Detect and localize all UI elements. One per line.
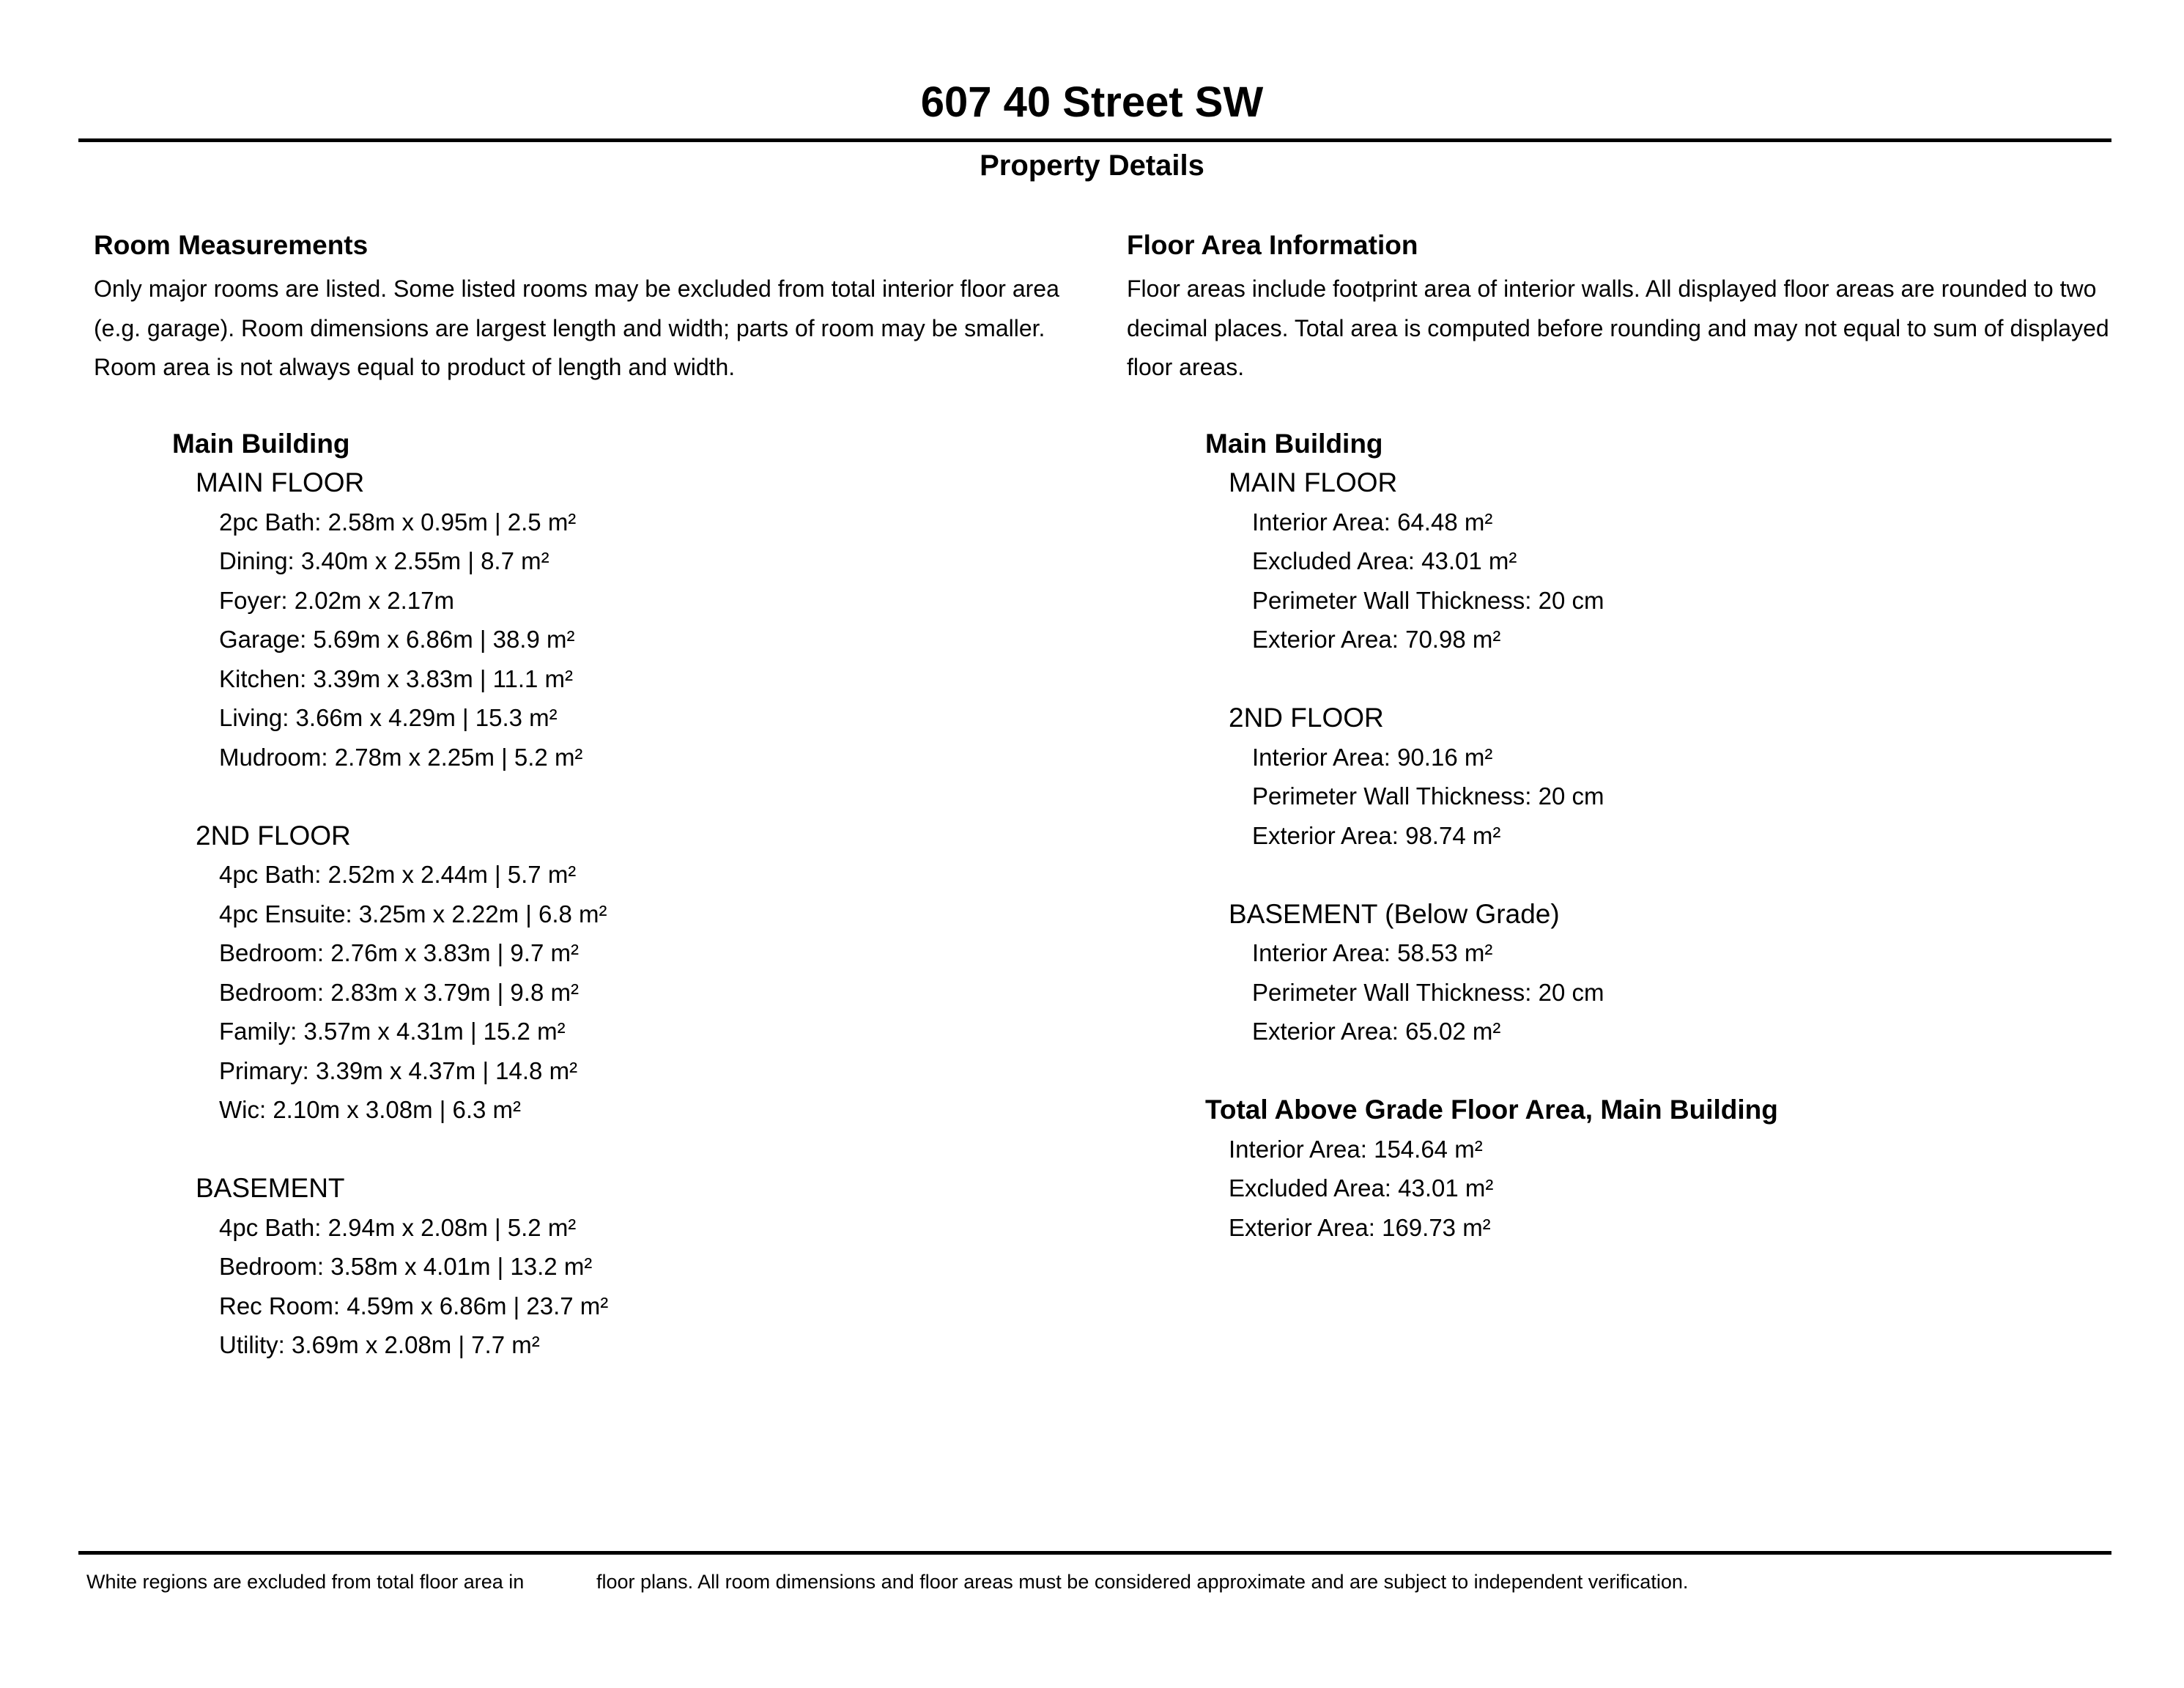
floor-basement [196,1169,1112,1365]
spacer [94,1130,1112,1169]
floor-area-description: Floor areas include footprint area of interior walls. All displayed floor areas are rounded to two decimal places. Total area is computed before rounding and may not equal to sum of displayed floor areas. [1127,275,2109,380]
area-floor-main [1229,463,2123,659]
area-item: Interior Area: 90.16 m² [1252,743,1493,771]
area-item: Interior Area: 58.53 m² [1252,939,1493,966]
area-item: Interior Area: 64.48 m² [1252,508,1493,536]
room-item: Family: 3.57m x 4.31m | 15.2 m² [219,1018,566,1045]
area-floor-second [1229,698,2123,855]
room-item: Foyer: 2.02m x 2.17m [219,586,454,614]
spacer [1127,855,2123,895]
area-list [1252,933,2123,1051]
totals-heading: Total Above Grade Floor Area, Main Building [1205,1095,1778,1125]
spacer [1127,659,2123,699]
floor-name: 2ND FLOOR [1229,703,1384,733]
area-list [1252,503,2123,659]
area-item: Perimeter Wall Thickness: 20 cm [1252,978,1604,1006]
footer-divider [78,1551,2111,1555]
spacer [94,777,1112,816]
room-measurements-heading: Room Measurements [94,230,369,260]
total-item: Exterior Area: 169.73 m² [1229,1213,1491,1241]
room-item: Bedroom: 2.76m x 3.83m | 9.7 m² [219,939,579,966]
room-item: Mudroom: 2.78m x 2.25m | 5.2 m² [219,743,583,771]
spacer [1127,1051,2123,1091]
building-heading: Main Building [1205,428,1383,459]
room-item: 2pc Bath: 2.58m x 0.95m | 2.5 m² [219,508,577,536]
floor-name: MAIN FLOOR [196,467,365,497]
footer-note-part2: floor plans. All room dimensions and floor areas must be considered approximate and are subject to independent verification. [596,1571,1689,1593]
building-heading: Main Building [172,428,350,459]
totals-list [1229,1130,2123,1248]
floor-area-section [1127,227,2123,1247]
area-item: Perimeter Wall Thickness: 20 cm [1252,782,1604,810]
floor-name: BASEMENT (Below Grade) [1229,898,1560,929]
room-item: Wic: 2.10m x 3.08m | 6.3 m² [219,1096,522,1123]
room-item: Kitchen: 3.39m x 3.83m | 11.1 m² [219,665,574,692]
page-title: 607 40 Street SW [920,78,1264,126]
room-item: Bedroom: 3.58m x 4.01m | 13.2 m² [219,1253,593,1280]
total-item: Excluded Area: 43.01 m² [1229,1174,1494,1202]
room-item: 4pc Bath: 2.52m x 2.44m | 5.7 m² [219,861,577,888]
floor-main [196,463,1112,777]
area-item: Exterior Area: 70.98 m² [1252,626,1501,653]
room-measurements-section [94,227,1112,1365]
footer-note-part1: White regions are excluded from total floor area in [86,1571,525,1593]
room-measurements-description: Only major rooms are listed. Some listed rooms may be excluded from total interior floor area (e.g. garage). Room dimensions are largest length and width; parts of room may be smaller. Room area is not always equal to product of length and width. [94,275,1059,380]
room-item: Rec Room: 4.59m x 6.86m | 23.7 m² [219,1292,609,1319]
page-subtitle: Property Details [980,149,1204,182]
floor-name: 2ND FLOOR [196,820,351,851]
floor-area-heading: Floor Area Information [1127,230,1418,260]
room-item: Garage: 5.69m x 6.86m | 38.9 m² [219,626,575,653]
room-list [219,855,1112,1130]
totals-block [1229,1130,2123,1248]
total-item: Interior Area: 154.64 m² [1229,1135,1483,1163]
room-list [219,1208,1112,1365]
room-list [219,503,1112,777]
floor-name: MAIN FLOOR [1229,467,1398,497]
area-list [1252,738,2123,856]
floor-second [196,816,1112,1130]
room-item: 4pc Ensuite: 3.25m x 2.22m | 6.8 m² [219,900,607,928]
room-item: Utility: 3.69m x 2.08m | 7.7 m² [219,1331,540,1358]
room-item: Bedroom: 2.83m x 3.79m | 9.8 m² [219,978,579,1006]
room-item: Primary: 3.39m x 4.37m | 14.8 m² [219,1056,578,1084]
area-floor-basement [1229,895,2123,1051]
area-item: Perimeter Wall Thickness: 20 cm [1252,586,1604,614]
header-divider [78,138,2111,142]
room-item: 4pc Bath: 2.94m x 2.08m | 5.2 m² [219,1213,577,1241]
area-item: Exterior Area: 98.74 m² [1252,821,1501,849]
room-item: Dining: 3.40m x 2.55m | 8.7 m² [219,547,549,574]
area-item: Excluded Area: 43.01 m² [1252,547,1517,574]
room-item: Living: 3.66m x 4.29m | 15.3 m² [219,704,558,731]
area-item: Exterior Area: 65.02 m² [1252,1018,1501,1045]
floor-name: BASEMENT [196,1173,345,1203]
